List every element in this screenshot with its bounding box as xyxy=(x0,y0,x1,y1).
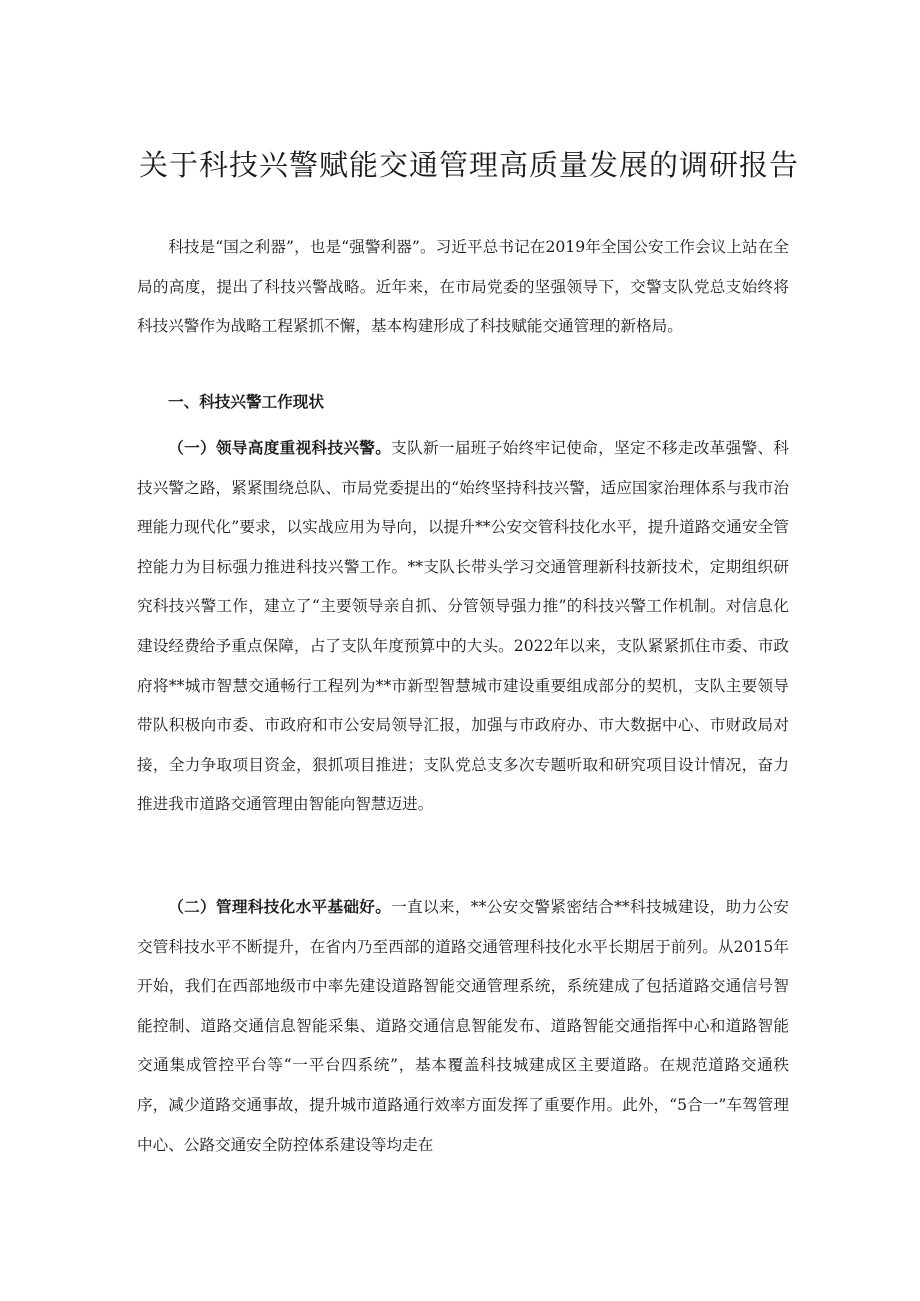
paragraph-2 xyxy=(137,887,789,1165)
document-title: 关于科技兴警赋能交通管理高质量发展的调研报告 xyxy=(139,148,800,182)
paragraph-2-lead: （二）管理科技化水平基础好。 xyxy=(168,897,392,916)
paragraph-1-text: 支队新一届班子始终牢记使命，坚定不移走改革强警、科技兴警之路，紧紧围绕总队、市局党委提出的“始终坚持科技兴警，适应国家治理体系与我市治理能力现代化”要求，以实战应用为导向，以提升**公安交管科技化水平，提升道路交通安全管控能力为目标强力推进科技兴警工作。**支队长带头学习交通管理新科技新技术，定期组织研究科技兴警工作，建立了“主要领导亲自抓、分管领导强力推”的科技兴警工作机制。对信息化建设经费给予重点保障，占了支队年度预算中的大头。2022年以来，支队紧紧抓住市委、市政府将**城市智慧交通畅行工程列为**市新型智慧城市建设重要组成部分的契机，支队主要领导带队积极向市委、市政府和市公安局领导汇报，加强与市政府办、市大数据中心、市财政局对接，全力争取项目资金，狠抓项目推进；支队党总支多次专题听取和研究项目设计情况，奋力推进我市道路交通管理由智能向智慧迈进。 xyxy=(137,439,789,814)
intro-paragraph: 科技是“国之利器”，也是“强警利器”。习近平总书记在2019年全国公安工作会议上站在全局的高度，提出了科技兴警战略。近年来，在市局党委的坚强领导下，交警支队党总支始终将科技兴警作为战略工程紧抓不懈，基本构建形成了科技赋能交通管理的新格局。 xyxy=(137,238,789,336)
paragraph-1-lead: （一）领导高度重视科技兴警。 xyxy=(168,438,392,457)
paragraph-2-text: 一直以来，**公安交警紧密结合**科技城建设，助力公安交管科技水平不断提升，在省内乃至西部的道路交通管理科技化水平长期居于前列。从2015年开始，我们在西部地级市中率先建设道路智能交通管理系统，系统建成了包括道路交通信号智能控制、道路交通信息智能采集、道路交通信息智能发布、道路智能交通指挥中心和道路智能交通集成管控平台等“一平台四系统”，基本覆盖科技城建成区主要道路。在规范道路交通秩序，减少道路交通事故，提升城市道路通行效率方面发挥了重要作用。此外，“5合一”车驾管理中心、公路交通安全防控体系建设等均走在 xyxy=(137,898,789,1154)
section-heading: 一、科技兴警工作现状 xyxy=(168,392,324,411)
paragraph-1 xyxy=(137,428,789,825)
